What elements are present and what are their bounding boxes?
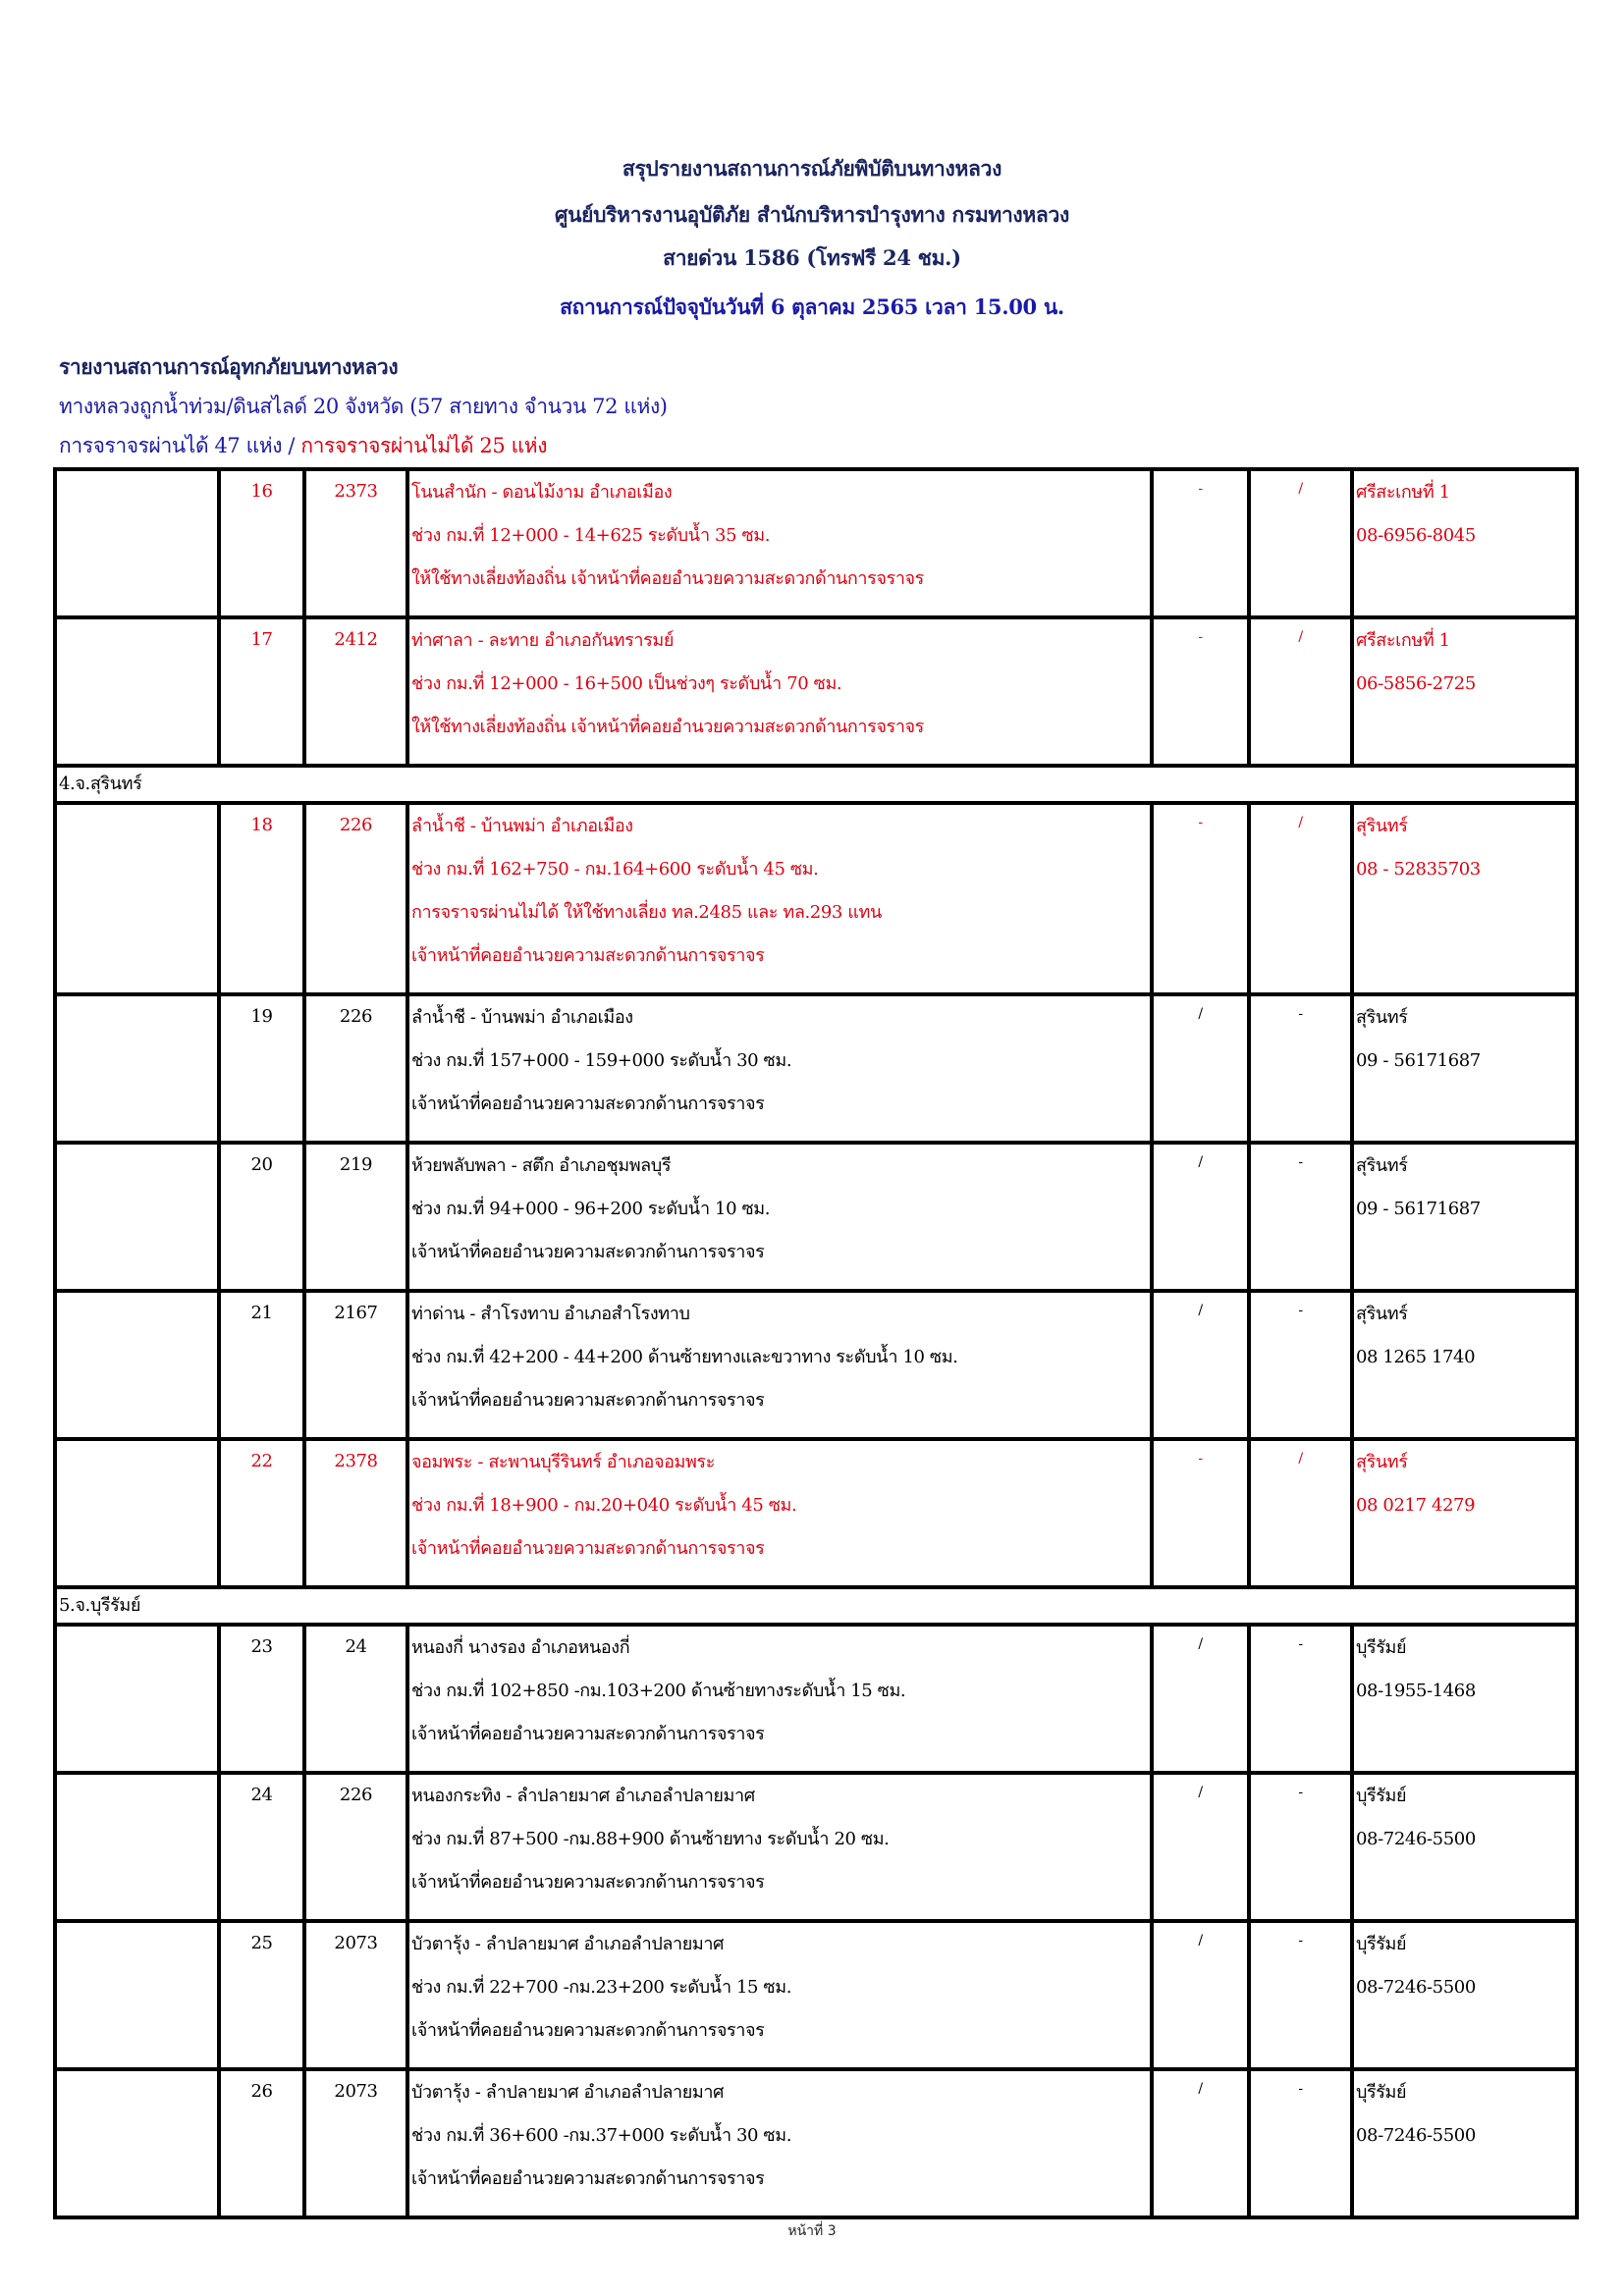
impassable-flag: -	[1249, 1143, 1352, 1291]
location-description	[407, 1625, 1152, 1773]
contact-cell	[1352, 994, 1577, 1143]
situation-date: สถานการณ์ปัจจุบันวันที่ 6 ตุลาคม 2565 เวลา 15.00 น.	[560, 294, 1064, 319]
blank-cell	[55, 1291, 219, 1439]
description-line: ให้ใช้ทางเลี่ยงท้องถิ่น เจ้าหน้าที่คอยอำนวยความสะดวกด้านการจราจร	[411, 568, 924, 589]
table-row	[55, 1921, 1577, 2069]
table-row	[55, 1291, 1577, 1439]
office-name: บุรีรัมย์	[1356, 1786, 1407, 1806]
description-line: ห้วยพลับพลา - สตึก อำเภอชุมพลบุรี	[411, 1155, 672, 1176]
description-line: ช่วง กม.ที่ 87+500 -กม.88+900 ด้านซ้ายทาง ระดับน้ำ 20 ซม.	[411, 1829, 890, 1849]
location-description	[407, 1921, 1152, 2069]
contact-cell	[1352, 1773, 1577, 1921]
item-number: 23	[219, 1625, 304, 1773]
location-description	[407, 1439, 1152, 1587]
office-name: ศรีสะเกษที่ 1	[1356, 482, 1450, 503]
impassable-flag: -	[1249, 2069, 1352, 2217]
impassable-flag: -	[1249, 1625, 1352, 1773]
description-line: เจ้าหน้าที่คอยอำนวยความสะดวกด้านการจราจร	[411, 1390, 765, 1411]
description-line: ช่วง กม.ที่ 102+850 -กม.103+200 ด้านซ้ายทางระดับน้ำ 15 ซม.	[411, 1681, 906, 1701]
report-title: สรุปรายงานสถานการณ์ภัยพิบัติบนทางหลวง	[622, 156, 1002, 181]
item-number: 25	[219, 1921, 304, 2069]
office-name: สุรินทร์	[1356, 816, 1408, 836]
description-line: ช่วง กม.ที่ 94+000 - 96+200 ระดับน้ำ 10 ซม.	[411, 1199, 771, 1219]
phone-number: 08-7246-5500	[1356, 2125, 1476, 2146]
impassable-count: การจราจรผ่านไม่ได้ 25 แห่ง	[300, 434, 548, 457]
description-line: เจ้าหน้าที่คอยอำนวยความสะดวกด้านการจราจร	[411, 1242, 765, 1262]
blank-cell	[55, 1921, 219, 2069]
route-number: 219	[304, 1143, 407, 1291]
item-number: 20	[219, 1143, 304, 1291]
location-description	[407, 1773, 1152, 1921]
description-line: การจราจรผ่านไม่ได้ ให้ใช้ทางเลี่ยง ทล.2485 และ ทล.293 แทน	[411, 902, 882, 923]
contact-cell	[1352, 1291, 1577, 1439]
item-number: 21	[219, 1291, 304, 1439]
impassable-flag: /	[1249, 469, 1352, 617]
office-name: สุรินทร์	[1356, 1452, 1408, 1472]
location-description	[407, 617, 1152, 766]
location-description	[407, 994, 1152, 1143]
traffic-summary	[59, 430, 547, 462]
contact-cell	[1352, 1439, 1577, 1587]
province-row	[55, 1587, 1577, 1625]
route-number: 2167	[304, 1291, 407, 1439]
route-number: 2412	[304, 617, 407, 766]
passable-flag: -	[1152, 469, 1249, 617]
description-line: ช่วง กม.ที่ 22+700 -กม.23+200 ระดับน้ำ 15 ซม.	[411, 1977, 792, 1998]
office-name: บุรีรัมย์	[1356, 1637, 1407, 1658]
route-number: 2073	[304, 2069, 407, 2217]
route-number: 2373	[304, 469, 407, 617]
description-line: เจ้าหน้าที่คอยอำนวยความสะดวกด้านการจราจร	[411, 1538, 765, 1559]
description-line: โนนสำนัก - ดอนไม้งาม อำเภอเมือง	[411, 482, 673, 503]
description-line: บัวตารุ้ง - ลำปลายมาศ อำเภอลำปลายมาศ	[411, 2082, 725, 2103]
route-number: 226	[304, 803, 407, 994]
location-description	[407, 1143, 1152, 1291]
contact-cell	[1352, 617, 1577, 766]
affected-summary: ทางหลวงถูกน้ำท่วม/ดินสไลด์ 20 จังหวัด (57 สายทาง จำนวน 72 แห่ง)	[59, 395, 668, 418]
table-body	[55, 469, 1577, 2217]
province-row	[55, 766, 1577, 803]
item-number: 16	[219, 469, 304, 617]
description-line: เจ้าหน้าที่คอยอำนวยความสะดวกด้านการจราจร	[411, 1724, 765, 1744]
item-number: 22	[219, 1439, 304, 1587]
blank-cell	[55, 469, 219, 617]
table-row	[55, 1439, 1577, 1587]
description-line: เจ้าหน้าที่คอยอำนวยความสะดวกด้านการจราจร	[411, 2168, 765, 2189]
description-line: เจ้าหน้าที่คอยอำนวยความสะดวกด้านการจราจร	[411, 2020, 765, 2041]
blank-cell	[55, 803, 219, 994]
blank-cell	[55, 1773, 219, 1921]
route-number: 24	[304, 1625, 407, 1773]
office-name: สุรินทร์	[1356, 1304, 1408, 1324]
route-number: 2378	[304, 1439, 407, 1587]
blank-cell	[55, 1143, 219, 1291]
table-row	[55, 1143, 1577, 1291]
office-name: สุรินทร์	[1356, 1155, 1408, 1176]
blank-cell	[55, 617, 219, 766]
passable-count: การจราจรผ่านได้ 47 แห่ง /	[59, 434, 296, 457]
contact-cell	[1352, 469, 1577, 617]
location-description	[407, 803, 1152, 994]
table-row	[55, 803, 1577, 994]
passable-flag: /	[1152, 994, 1249, 1143]
description-line: ท่าศาลา - ละทาย อำเภอกันทรารมย์	[411, 630, 674, 651]
office-name: บุรีรัมย์	[1356, 1934, 1407, 1954]
page-number: หน้าที่ 3	[787, 2223, 837, 2239]
description-line: ท่าด่าน - สำโรงทาบ อำเภอสำโรงทาบ	[411, 1304, 690, 1324]
location-description	[407, 469, 1152, 617]
flood-report-table	[53, 467, 1579, 2219]
impassable-flag: -	[1249, 1773, 1352, 1921]
route-number: 226	[304, 994, 407, 1143]
item-number: 24	[219, 1773, 304, 1921]
description-line: หนองกี่ นางรอง อำเภอหนองกี่	[411, 1637, 630, 1658]
contact-cell	[1352, 803, 1577, 994]
passable-flag: /	[1152, 1143, 1249, 1291]
contact-cell	[1352, 1143, 1577, 1291]
contact-cell	[1352, 1921, 1577, 2069]
route-number: 226	[304, 1773, 407, 1921]
passable-flag: /	[1152, 1625, 1249, 1773]
office-name: ศรีสะเกษที่ 1	[1356, 630, 1450, 651]
description-line: ช่วง กม.ที่ 157+000 - 159+000 ระดับน้ำ 30 ซม.	[411, 1050, 792, 1071]
phone-number: 08-6956-8045	[1356, 525, 1476, 546]
passable-flag: -	[1152, 803, 1249, 994]
description-line: บัวตารุ้ง - ลำปลายมาศ อำเภอลำปลายมาศ	[411, 1934, 725, 1954]
phone-number: 08 0217 4279	[1356, 1495, 1476, 1516]
passable-flag: /	[1152, 2069, 1249, 2217]
table-row	[55, 617, 1577, 766]
location-description	[407, 2069, 1152, 2217]
table-row	[55, 994, 1577, 1143]
description-line: ช่วง กม.ที่ 42+200 - 44+200 ด้านซ้ายทางและขวาทาง ระดับน้ำ 10 ซม.	[411, 1347, 958, 1367]
agency-name: ศูนย์บริหารงานอุบัติภัย สำนักบริหารบำรุงทาง กรมทางหลวง	[555, 202, 1069, 227]
description-line: ช่วง กม.ที่ 18+900 - กม.20+040 ระดับน้ำ 45 ซม.	[411, 1495, 797, 1516]
blank-cell	[55, 994, 219, 1143]
province-name: 4.จ.สุรินทร์	[55, 766, 1577, 803]
description-line: เจ้าหน้าที่คอยอำนวยความสะดวกด้านการจราจร	[411, 1872, 765, 1893]
passable-flag: -	[1152, 1439, 1249, 1587]
description-line: ให้ใช้ทางเลี่ยงท้องถิ่น เจ้าหน้าที่คอยอำนวยความสะดวกด้านการจราจร	[411, 717, 924, 737]
phone-number: 08 - 52835703	[1356, 859, 1481, 880]
phone-number: 08-1955-1468	[1356, 1681, 1476, 1701]
item-number: 18	[219, 803, 304, 994]
item-number: 19	[219, 994, 304, 1143]
contact-cell	[1352, 1625, 1577, 1773]
description-line: ลำน้ำชี - บ้านพม่า อำเภอเมือง	[411, 1007, 633, 1028]
passable-flag: /	[1152, 1291, 1249, 1439]
phone-number: 09 - 56171687	[1356, 1050, 1481, 1071]
description-line: ลำน้ำชี - บ้านพม่า อำเภอเมือง	[411, 816, 633, 836]
blank-cell	[55, 2069, 219, 2217]
blank-cell	[55, 1625, 219, 1773]
item-number: 17	[219, 617, 304, 766]
flood-report-heading: รายงานสถานการณ์อุทกภัยบนทางหลวง	[59, 354, 399, 379]
table-row	[55, 469, 1577, 617]
blank-cell	[55, 1439, 219, 1587]
description-line: ช่วง กม.ที่ 162+750 - กม.164+600 ระดับน้ำ 45 ซม.	[411, 859, 819, 880]
phone-number: 06-5856-2725	[1356, 673, 1476, 694]
phone-number: 09 - 56171687	[1356, 1199, 1481, 1219]
description-line: จอมพระ - สะพานบุรีรินทร์ อำเภอจอมพระ	[411, 1452, 715, 1472]
impassable-flag: /	[1249, 617, 1352, 766]
passable-flag: /	[1152, 1773, 1249, 1921]
route-number: 2073	[304, 1921, 407, 2069]
table-row	[55, 1625, 1577, 1773]
impassable-flag: -	[1249, 1921, 1352, 2069]
table-row	[55, 2069, 1577, 2217]
hotline: สายด่วน 1586 (โทรฟรี 24 ชม.)	[663, 245, 961, 270]
impassable-flag: -	[1249, 1291, 1352, 1439]
impassable-flag: /	[1249, 803, 1352, 994]
description-line: เจ้าหน้าที่คอยอำนวยความสะดวกด้านการจราจร	[411, 945, 765, 966]
office-name: สุรินทร์	[1356, 1007, 1408, 1028]
description-line: ช่วง กม.ที่ 12+000 - 16+500 เป็นช่วงๆ ระดับน้ำ 70 ซม.	[411, 673, 842, 694]
phone-number: 08-7246-5500	[1356, 1977, 1476, 1998]
location-description	[407, 1291, 1152, 1439]
impassable-flag: -	[1249, 994, 1352, 1143]
description-line: หนองกระทิง - ลำปลายมาศ อำเภอลำปลายมาศ	[411, 1786, 755, 1806]
office-name: บุรีรัมย์	[1356, 2082, 1407, 2103]
description-line: ช่วง กม.ที่ 12+000 - 14+625 ระดับน้ำ 35 ซม.	[411, 525, 771, 546]
description-line: ช่วง กม.ที่ 36+600 -กม.37+000 ระดับน้ำ 30 ซม.	[411, 2125, 792, 2146]
phone-number: 08-7246-5500	[1356, 1829, 1476, 1849]
province-name: 5.จ.บุรีรัมย์	[55, 1587, 1577, 1625]
passable-flag: -	[1152, 617, 1249, 766]
impassable-flag: /	[1249, 1439, 1352, 1587]
contact-cell	[1352, 2069, 1577, 2217]
item-number: 26	[219, 2069, 304, 2217]
description-line: เจ้าหน้าที่คอยอำนวยความสะดวกด้านการจราจร	[411, 1094, 765, 1114]
phone-number: 08 1265 1740	[1356, 1347, 1476, 1367]
table-row	[55, 1773, 1577, 1921]
passable-flag: /	[1152, 1921, 1249, 2069]
